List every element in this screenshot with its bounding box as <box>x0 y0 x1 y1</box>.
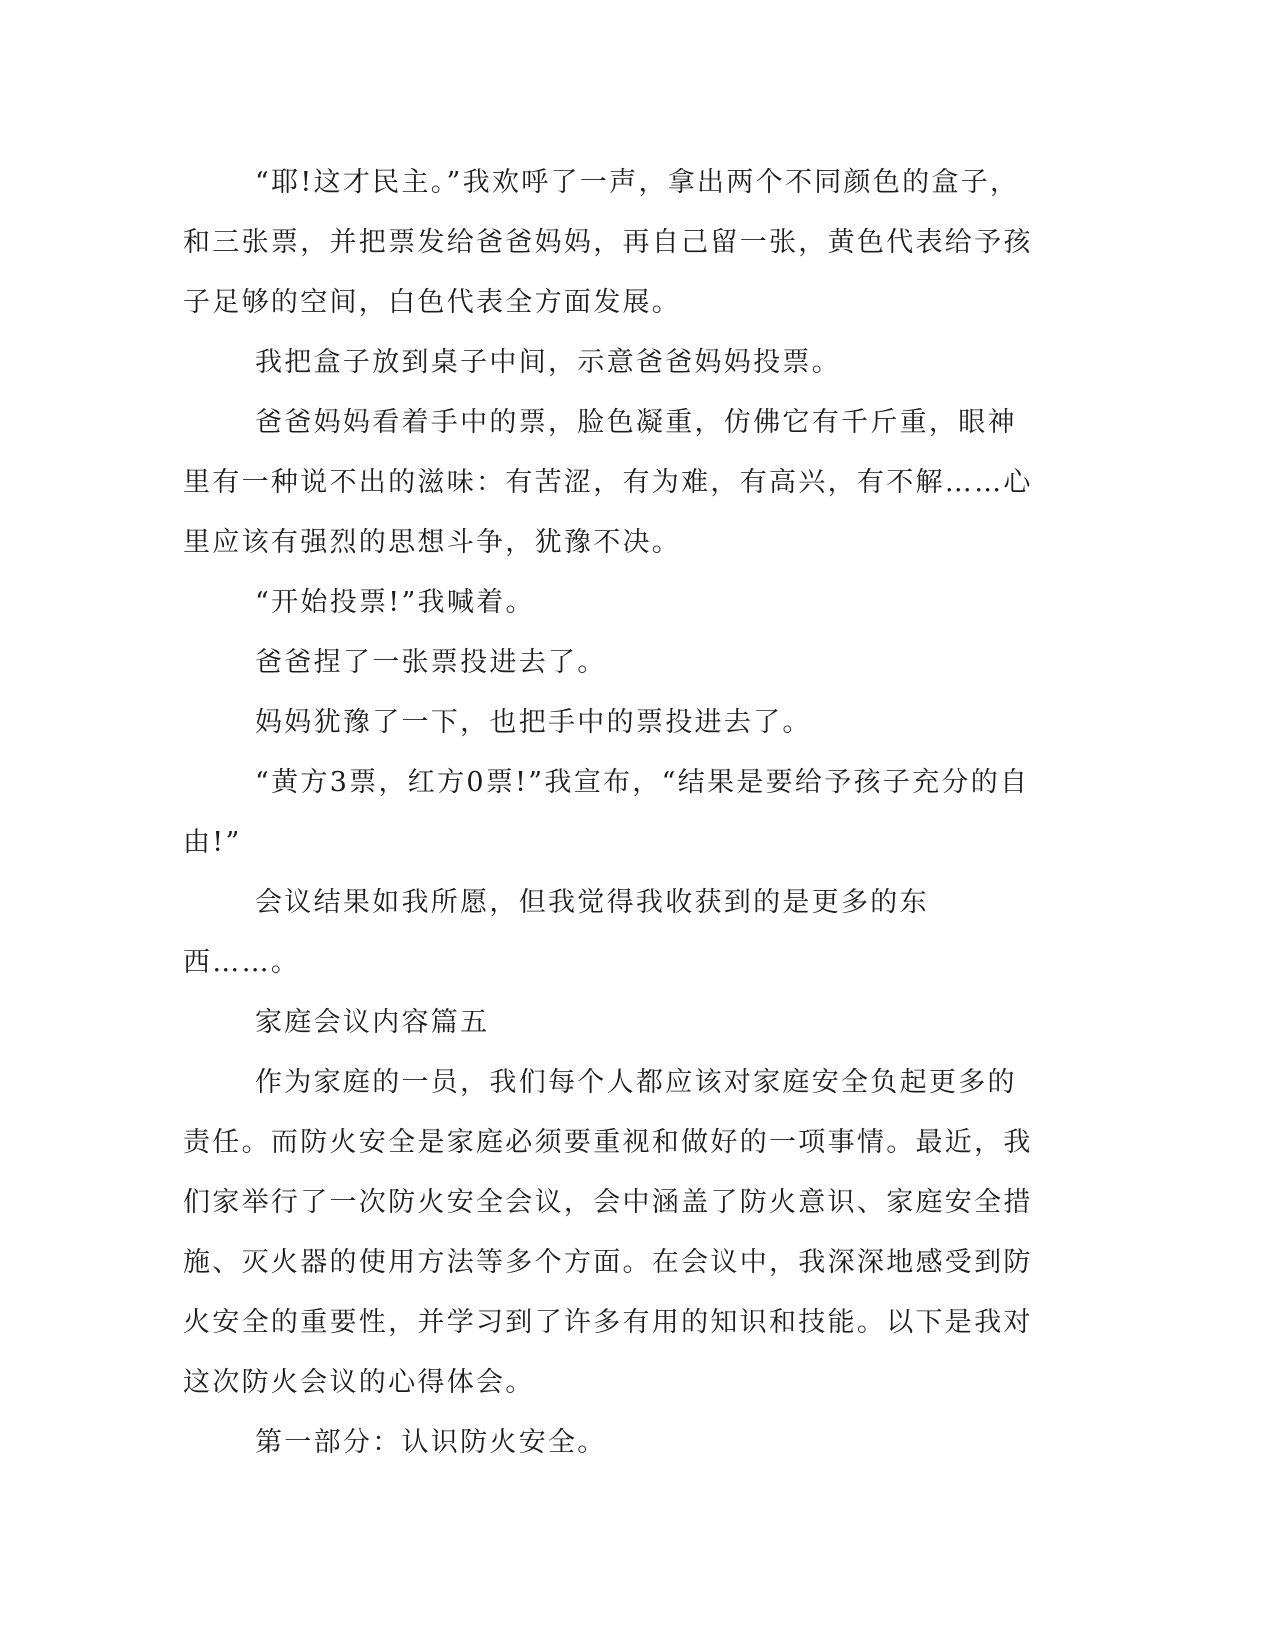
paragraph-mom-votes: 妈妈犹豫了一下，也把手中的票投进去了。 <box>255 707 812 738</box>
paragraph-fire-safety-intro: 作为家庭的一员，我们每个人都应该对家庭安全负起更多的责任。而防火安全是家庭必须要重视和做好的一项事情。最近，我们家举行了一次防火安全会议，会中涵盖了防火意识、家庭安全措施、灭火器的使用方法等多个方面。在会议中，我深深地感受到防火安全的重要性，并学习到了许多有用的知识和技能。以下是我对这次防火会议的心得体会。 <box>183 1067 1033 1398</box>
paragraph-boxes-on-table: 我把盒子放到桌子中间，示意爸爸妈妈投票。 <box>255 347 841 378</box>
section-heading: 家庭会议内容篇五 <box>255 1007 490 1038</box>
paragraph-dad-votes: 爸爸捏了一张票投进去了。 <box>255 647 607 678</box>
paragraph-vote-start: “耶!这才民主。”我欢呼了一声，拿出两个不同颜色的盒子，和三张票，并把票发给爸爸妈妈，再自己留一张，黄色代表给予孩子足够的空间，白色代表全方面发展。 <box>183 167 1033 318</box>
paragraph-parents-hesitate: 爸爸妈妈看着手中的票，脸色凝重，仿佛它有千斤重，眼神里有一种说不出的滋味：有苦涩，有为难，有高兴，有不解……心里应该有强烈的思想斗争，犹豫不决。 <box>183 407 1033 558</box>
subsection-heading: 第一部分：认识防火安全。 <box>255 1427 607 1458</box>
paragraph-vote-result: “黄方3票，红方0票!”我宣布，“结果是要给予孩子充分的自由!” <box>183 767 1030 858</box>
paragraph-meeting-outcome: 会议结果如我所愿，但我觉得我收获到的是更多的东西……。 <box>183 887 929 978</box>
document-body <box>183 153 1043 1473</box>
paragraph-start-voting: “开始投票!”我喊着。 <box>255 587 535 618</box>
